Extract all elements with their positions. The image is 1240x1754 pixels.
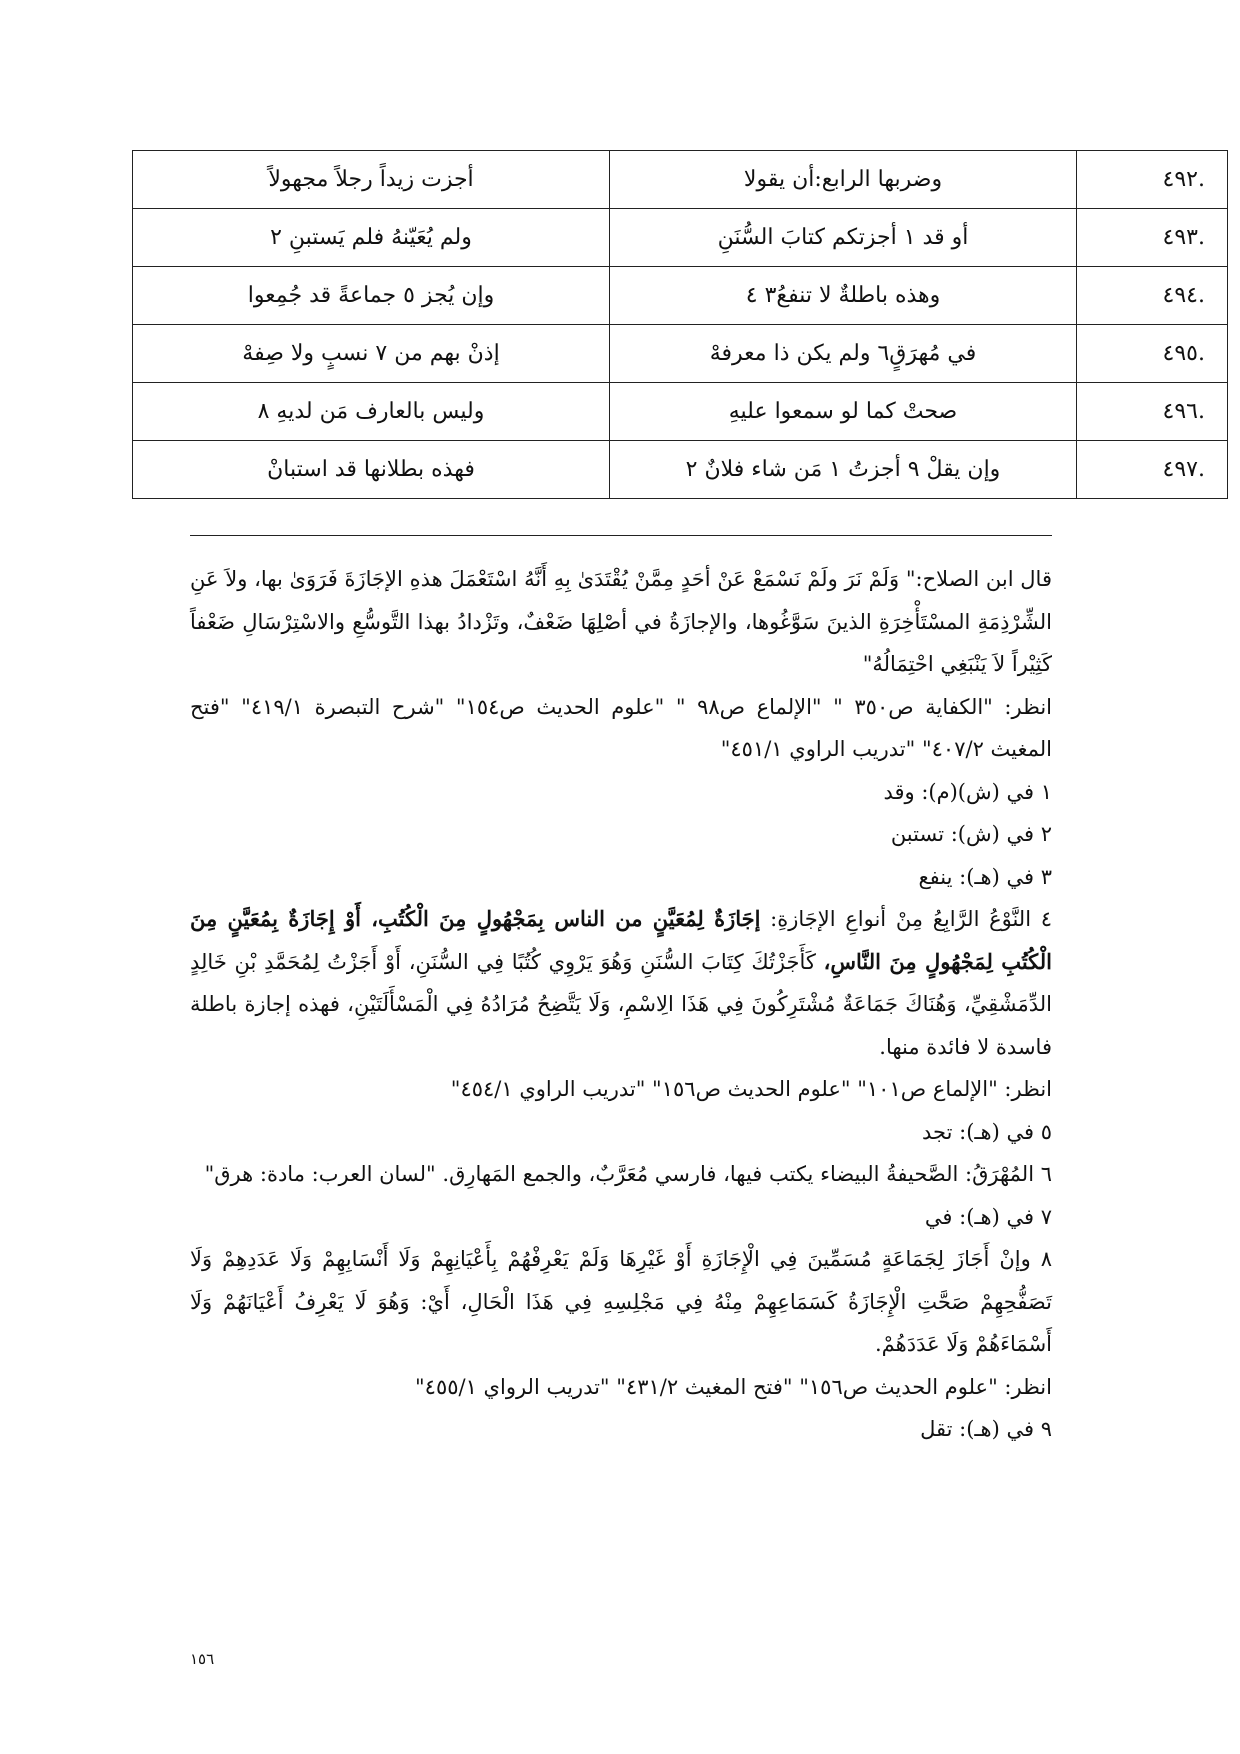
verse-number: .٤٩٦ — [1077, 383, 1228, 441]
verse-second-hemistich: وليس بالعارف مَن لديهِ ٨ — [133, 383, 610, 441]
verse-second-hemistich: فهذه بطلانها قد استبانْ — [133, 441, 610, 499]
quote-references: انظر: "الكفاية ص٣٥٠ " "الإلماع ص٩٨ " "علوم الحديث ص١٥٤" "شرح التبصرة ٤١٩/١" "فتح المغيث ٤٠٧/٢" "تدريب الراوي ٤٥١/١" — [190, 694, 1052, 761]
footnote-7: ٧ في (هـ): في — [924, 1204, 1052, 1229]
verse-row — [133, 383, 1228, 441]
verse-row — [133, 209, 1228, 267]
verse-number: .٤٩٥ — [1077, 325, 1228, 383]
footnote-8-references: انظر: "علوم الحديث ص١٥٦" "فتح المغيث ٤٣١/٢" "تدريب الرواي ٤٥٥/١" — [415, 1374, 1052, 1399]
footnote-9: ٩ في (هـ): تقل — [920, 1417, 1052, 1441]
verse-second-hemistich: إذنْ بهم من ٧ نسبٍ ولا صِفهْ — [133, 325, 610, 383]
footnote-3: ٣ في (هـ): ينفع — [918, 864, 1052, 889]
footnote-4-body: كَأَجَزْتُكَ كِتَابَ السُّنَنِ وَهُوَ يَرْوِي كُتُبًا فِي السُّنَنِ، أَوْ أَجَزْتُ لِمُحَمَّدِ بْنِ خَالِدٍ الدِّمَشْقِيِّ، وَهُنَاكَ جَمَاعَةٌ مُشْتَرِكُونَ فِي هَذَا الِاسْمِ، وَلَا يَتَّضِحُ مُرَادُهُ فِي الْمَسْأَلَتَيْنِ، فهذه إجازة باطلة فاسدة لا فائدة منها. — [190, 949, 1052, 1059]
verse-second-hemistich: ولم يُعَيّنهُ فلم يَستبنِ ٢ — [133, 209, 610, 267]
verse-second-hemistich: وإن يُجز ٥ جماعةً قد جُمِعوا — [133, 267, 610, 325]
page-number: ١٥٦ — [190, 1650, 215, 1668]
footnote-6: ٦ المُهْرَقُ: الصَّحيفةُ البيضاء يكتب فيها، فارسي مُعَرَّبٌ، والجمع المَهارِق. "لسان العرب: مادة: هرق" — [204, 1162, 1052, 1186]
footnote-1: ١ في (ش)(م): وقد — [883, 779, 1052, 804]
verse-table-body — [133, 151, 1228, 499]
verse-row — [133, 267, 1228, 325]
footnote-2: ٢ في (ش): تستبن — [890, 822, 1052, 846]
verse-row — [133, 441, 1228, 499]
footnote-4-bold: إجَازَةٌ لِمُعَيَّنٍ من الناس بِمَجْهُولٍ مِنَ الْكُتُبِ، أَوْ إِجَازَةٌ بِمُعَيَّنٍ مِنَ الْكُتُبِ لِمَجْهُولٍ مِنَ النَّاسِ، — [190, 906, 1052, 974]
footnote-5: ٥ في (هـ): تجد — [922, 1119, 1052, 1144]
verse-row — [133, 151, 1228, 209]
verse-first-hemistich: في مُهرَقٍ٦ ولم يكن ذا معرفهْ — [610, 325, 1077, 383]
verse-table — [132, 150, 1228, 499]
verse-number: .٤٩٢ — [1077, 151, 1228, 209]
ibn-salah-quote: قال ابن الصلاح:" وَلَمْ نَرَ ولَمْ نَسْمَعْ عَنْ أحَدٍ مِمَّنْ يُقْتَدَىٰ بِهِ أَنَّهُ اسْتَعْمَلَ هذهِ الإجَازَةَ فَرَوَىٰ بها، ولاَ عَنِ الشِّرْذِمَةِ المسْتَأْخِرَةِ الذينَ سَوَّغُوها، والإجازَةُ في أصْلِهَا ضَعْفٌ، وتَزْدادُ بهذا التَّوسُّعِ والاسْتِرْسَالِ ضَعْفاً كَثِيْراً لاَ يَنْبَغِي احْتِمَالُهُ" — [190, 567, 1052, 676]
verse-number: .٤٩٣ — [1077, 209, 1228, 267]
verse-first-hemistich: وضربها الرابع:أن يقولا — [610, 151, 1077, 209]
footnote-4-intro: ٤ النَّوْعُ الرَّابِعُ مِنْ أنواعِ الإجَازةِ: — [760, 907, 1053, 931]
verse-row — [133, 325, 1228, 383]
verse-number: .٤٩٧ — [1077, 441, 1228, 499]
footnote-8: ٨ وإنْ أَجَازَ لِجَمَاعَةٍ مُسَمِّينَ فِي الْإِجَازَةِ أَوْ غَيْرِهَا وَلَمْ يَعْرِفْهُمْ بِأَعْيَانِهِمْ وَلَا أَنْسَابِهِمْ وَلَا عَدَدِهِمْ وَلَا تَصَفُّحِهِمْ صَحَّتِ الْإِجَازَةُ كَسَمَاعِهِمْ مِنْهُ فِي مَجْلِسِهِ فِي هَذَا الْحَالِ، أَيْ: وَهُوَ لَا يَعْرِفُ أَعْيَانَهُمْ وَلَا أَسْمَاءَهُمْ وَلَا عَدَدَهُمْ. — [190, 1247, 1052, 1356]
verse-first-hemistich: وإن يقلْ ٩ أجزتُ ١ مَن شاء فلانٌ ٢ — [610, 441, 1077, 499]
verse-first-hemistich: وهذه باطلةٌ لا تنفعُ٣ ٤ — [610, 267, 1077, 325]
footnotes — [190, 558, 1052, 1451]
footnote-4 — [190, 898, 1052, 1068]
verse-first-hemistich: أو قد ١ أجزتكم كتابَ السُّنَنِ — [610, 209, 1077, 267]
footnote-separator — [190, 535, 1052, 536]
verse-second-hemistich: أجزت زيداً رجلاً مجهولاً — [133, 151, 610, 209]
footnote-4-references: انظر: "الإلماع ص١٠١" "علوم الحديث ص١٥٦" "تدريب الراوي ٤٥٤/١" — [450, 1077, 1052, 1101]
verse-number: .٤٩٤ — [1077, 267, 1228, 325]
verse-first-hemistich: صحتْ كما لو سمعوا عليهِ — [610, 383, 1077, 441]
